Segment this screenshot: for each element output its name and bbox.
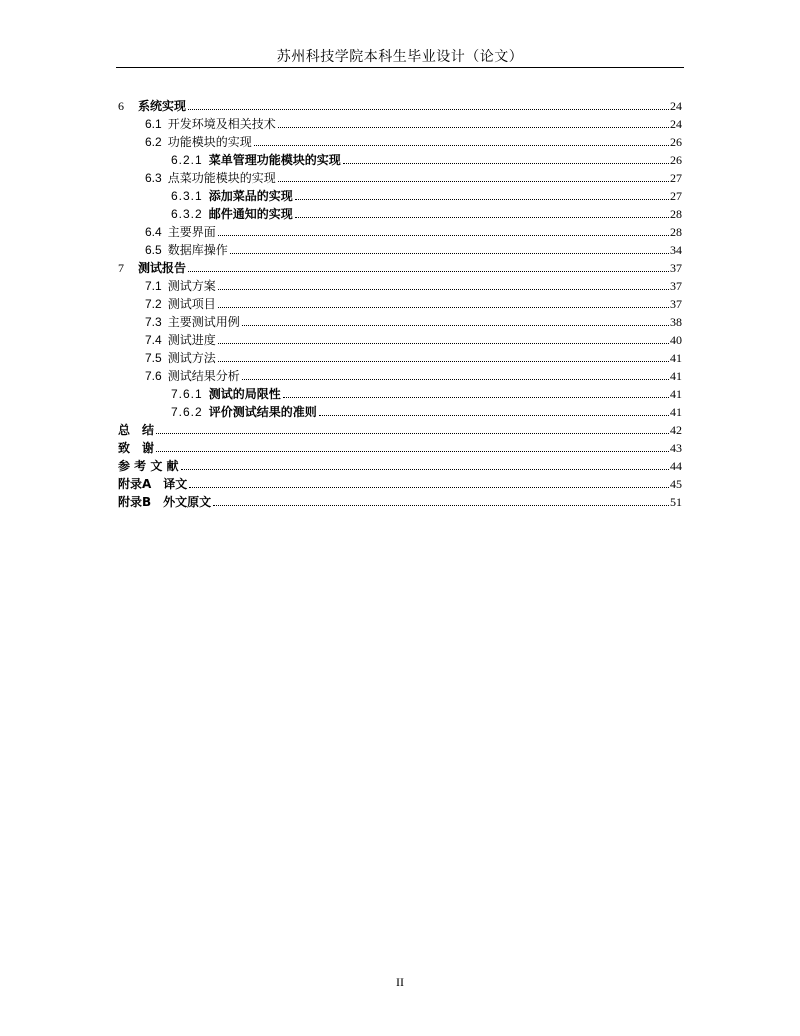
- toc-entry-page: 41: [670, 369, 682, 383]
- toc-entry-title: 附录B 外文原文: [118, 495, 212, 509]
- toc-entry-label: [118, 459, 180, 473]
- toc-entry-page: 51: [670, 495, 682, 509]
- toc-dot-leader: [218, 289, 669, 290]
- toc-dot-leader: [218, 235, 669, 236]
- toc-entry-title: 测试方案: [167, 279, 216, 293]
- toc-entry[interactable]: [118, 473, 682, 491]
- toc-entry-title: 测试的局限性: [208, 387, 281, 401]
- toc-entry-title: 参 考 文 献: [118, 459, 179, 473]
- toc-entry-label: [145, 225, 217, 239]
- toc-entry[interactable]: [118, 401, 682, 419]
- header-rule: [116, 67, 684, 68]
- toc-dot-leader: [319, 415, 669, 416]
- toc-dot-leader: [295, 217, 669, 218]
- toc-entry-label: [145, 297, 217, 311]
- toc-entry[interactable]: [118, 383, 682, 401]
- toc-entry-label: [145, 279, 217, 293]
- toc-entry-label: [171, 189, 294, 203]
- toc-entry-page: 28: [670, 207, 682, 221]
- toc-entry-page: 45: [670, 477, 682, 491]
- toc-entry-page: 28: [670, 225, 682, 239]
- toc-entry[interactable]: [118, 149, 682, 167]
- toc-entry[interactable]: [118, 347, 682, 365]
- toc-entry-label: [145, 369, 241, 383]
- toc-entry[interactable]: [118, 185, 682, 203]
- toc-entry-title: 评价测试结果的准则: [208, 405, 317, 419]
- toc-dot-leader: [218, 307, 669, 308]
- page-number: II: [396, 975, 404, 989]
- toc-entry[interactable]: [118, 293, 682, 311]
- page-header: 苏州科技学院本科生毕业设计（论文）: [276, 49, 524, 65]
- toc-entry[interactable]: [118, 365, 682, 383]
- toc-entry[interactable]: [118, 329, 682, 347]
- toc-entry-label: [171, 405, 318, 419]
- toc-dot-leader: [218, 361, 669, 362]
- toc-entry-title: 致 谢: [118, 441, 155, 455]
- toc-entry-label: [118, 495, 212, 509]
- toc-dot-leader: [188, 109, 669, 110]
- toc-entry-page: 44: [670, 459, 682, 473]
- toc-entry-title: 测试项目: [167, 297, 216, 311]
- toc-dot-leader: [189, 487, 669, 488]
- toc-entry-title: 邮件通知的实现: [208, 207, 293, 221]
- toc-entry-page: 26: [670, 153, 682, 167]
- toc-dot-leader: [181, 469, 669, 470]
- toc-entry-page: 42: [670, 423, 682, 437]
- toc-entry-page: 24: [670, 99, 682, 113]
- toc-entry-title: 测试报告: [138, 261, 187, 275]
- toc-entry-label: [118, 99, 187, 113]
- toc-dot-leader: [230, 253, 669, 254]
- toc-entry-label: [145, 135, 253, 149]
- toc-entry-title: 附录A 译文: [118, 477, 188, 491]
- toc-entry-page: 40: [670, 333, 682, 347]
- toc-entry-page: 41: [670, 405, 682, 419]
- toc-dot-leader: [218, 343, 669, 344]
- toc-entry-number: 7.2: [145, 297, 162, 311]
- toc-entry[interactable]: [118, 113, 682, 131]
- toc-entry-number: 6.5: [145, 243, 162, 257]
- toc-dot-leader: [156, 451, 669, 452]
- toc-entry-label: [118, 261, 187, 275]
- toc-entry[interactable]: [118, 239, 682, 257]
- toc-entry-page: 43: [670, 441, 682, 455]
- toc-entry-label: [171, 387, 282, 401]
- toc-entry-number: 7.6: [145, 369, 162, 383]
- toc-entry-number: 6: [118, 99, 124, 113]
- toc-entry-label: [145, 315, 241, 329]
- toc-entry-title: 功能模块的实现: [167, 135, 252, 149]
- toc-entry-label: [145, 333, 217, 347]
- toc-dot-leader: [242, 325, 669, 326]
- toc-entry-number: 7.6.1: [171, 387, 203, 401]
- toc-entry-title: 系统实现: [138, 99, 187, 113]
- toc-entry[interactable]: [118, 221, 682, 239]
- toc-entry-title: 测试结果分析: [167, 369, 240, 383]
- toc-entry-page: 26: [670, 135, 682, 149]
- toc-entry[interactable]: [118, 419, 682, 437]
- toc-entry-title: 添加菜品的实现: [208, 189, 293, 203]
- toc-entry-title: 总 结: [118, 423, 155, 437]
- toc-entry-number: 6.3.1: [171, 189, 203, 203]
- toc-entry-title: 测试进度: [167, 333, 216, 347]
- toc-entry-page: 37: [670, 279, 682, 293]
- toc-entry[interactable]: [118, 131, 682, 149]
- toc-dot-leader: [213, 505, 669, 506]
- toc-entry[interactable]: [118, 437, 682, 455]
- toc-entry-page: 27: [670, 171, 682, 185]
- toc-dot-leader: [156, 433, 669, 434]
- toc-entry-label: [118, 477, 188, 491]
- toc-entry-page: 37: [670, 261, 682, 275]
- toc-entry-title: 数据库操作: [167, 243, 228, 257]
- toc-entry-page: 41: [670, 387, 682, 401]
- toc-entry-number: 6.1: [145, 117, 162, 131]
- toc-entry-page: 24: [670, 117, 682, 131]
- toc-entry[interactable]: [118, 257, 682, 275]
- toc-entry-label: [171, 207, 294, 221]
- toc-entry-label: [145, 351, 217, 365]
- toc-entry-title: 测试方法: [167, 351, 216, 365]
- toc-entry-page: 41: [670, 351, 682, 365]
- toc-entry-page: 34: [670, 243, 682, 257]
- toc-entry-page: 37: [670, 297, 682, 311]
- toc-dot-leader: [295, 199, 669, 200]
- toc-entry[interactable]: [118, 311, 682, 329]
- toc-dot-leader: [254, 145, 669, 146]
- toc-dot-leader: [343, 163, 669, 164]
- toc-entry-number: 7.4: [145, 333, 162, 347]
- toc-entry-page: 27: [670, 189, 682, 203]
- toc-dot-leader: [242, 379, 669, 380]
- toc-entry-label: [171, 153, 342, 167]
- toc-entry-number: 7.1: [145, 279, 162, 293]
- toc-entry-title: 开发环境及相关技术: [167, 117, 276, 131]
- toc-dot-leader: [283, 397, 669, 398]
- toc-entry-number: 6.2: [145, 135, 162, 149]
- toc-entry[interactable]: [118, 203, 682, 221]
- toc-dot-leader: [278, 181, 669, 182]
- toc-entry-number: 7.6.2: [171, 405, 203, 419]
- toc-entry-label: [145, 171, 277, 185]
- toc-entry-number: 6.3.2: [171, 207, 203, 221]
- toc-entry-number: 7.3: [145, 315, 162, 329]
- toc-dot-leader: [188, 271, 669, 272]
- toc-entry-number: 6.4: [145, 225, 162, 239]
- toc-entry-label: [118, 423, 155, 437]
- toc-entry[interactable]: [118, 275, 682, 293]
- toc-entry-number: 7.5: [145, 351, 162, 365]
- toc-entry-title: 菜单管理功能模块的实现: [208, 153, 341, 167]
- toc-entry-label: [145, 243, 229, 257]
- toc-entry[interactable]: [118, 455, 682, 473]
- toc-entry-number: 6.2.1: [171, 153, 203, 167]
- toc-entry-title: 主要测试用例: [167, 315, 240, 329]
- toc-entry-label: [145, 117, 277, 131]
- toc-dot-leader: [278, 127, 669, 128]
- toc-entry-title: 点菜功能模块的实现: [167, 171, 276, 185]
- toc-entry[interactable]: [118, 167, 682, 185]
- toc-entry-number: 6.3: [145, 171, 162, 185]
- toc-entry[interactable]: [118, 491, 682, 509]
- toc-entry-page: 38: [670, 315, 682, 329]
- toc-entry-number: 7: [118, 261, 124, 275]
- table-of-contents: [118, 95, 682, 509]
- toc-entry-title: 主要界面: [167, 225, 216, 239]
- toc-entry[interactable]: [118, 95, 682, 113]
- toc-entry-label: [118, 441, 155, 455]
